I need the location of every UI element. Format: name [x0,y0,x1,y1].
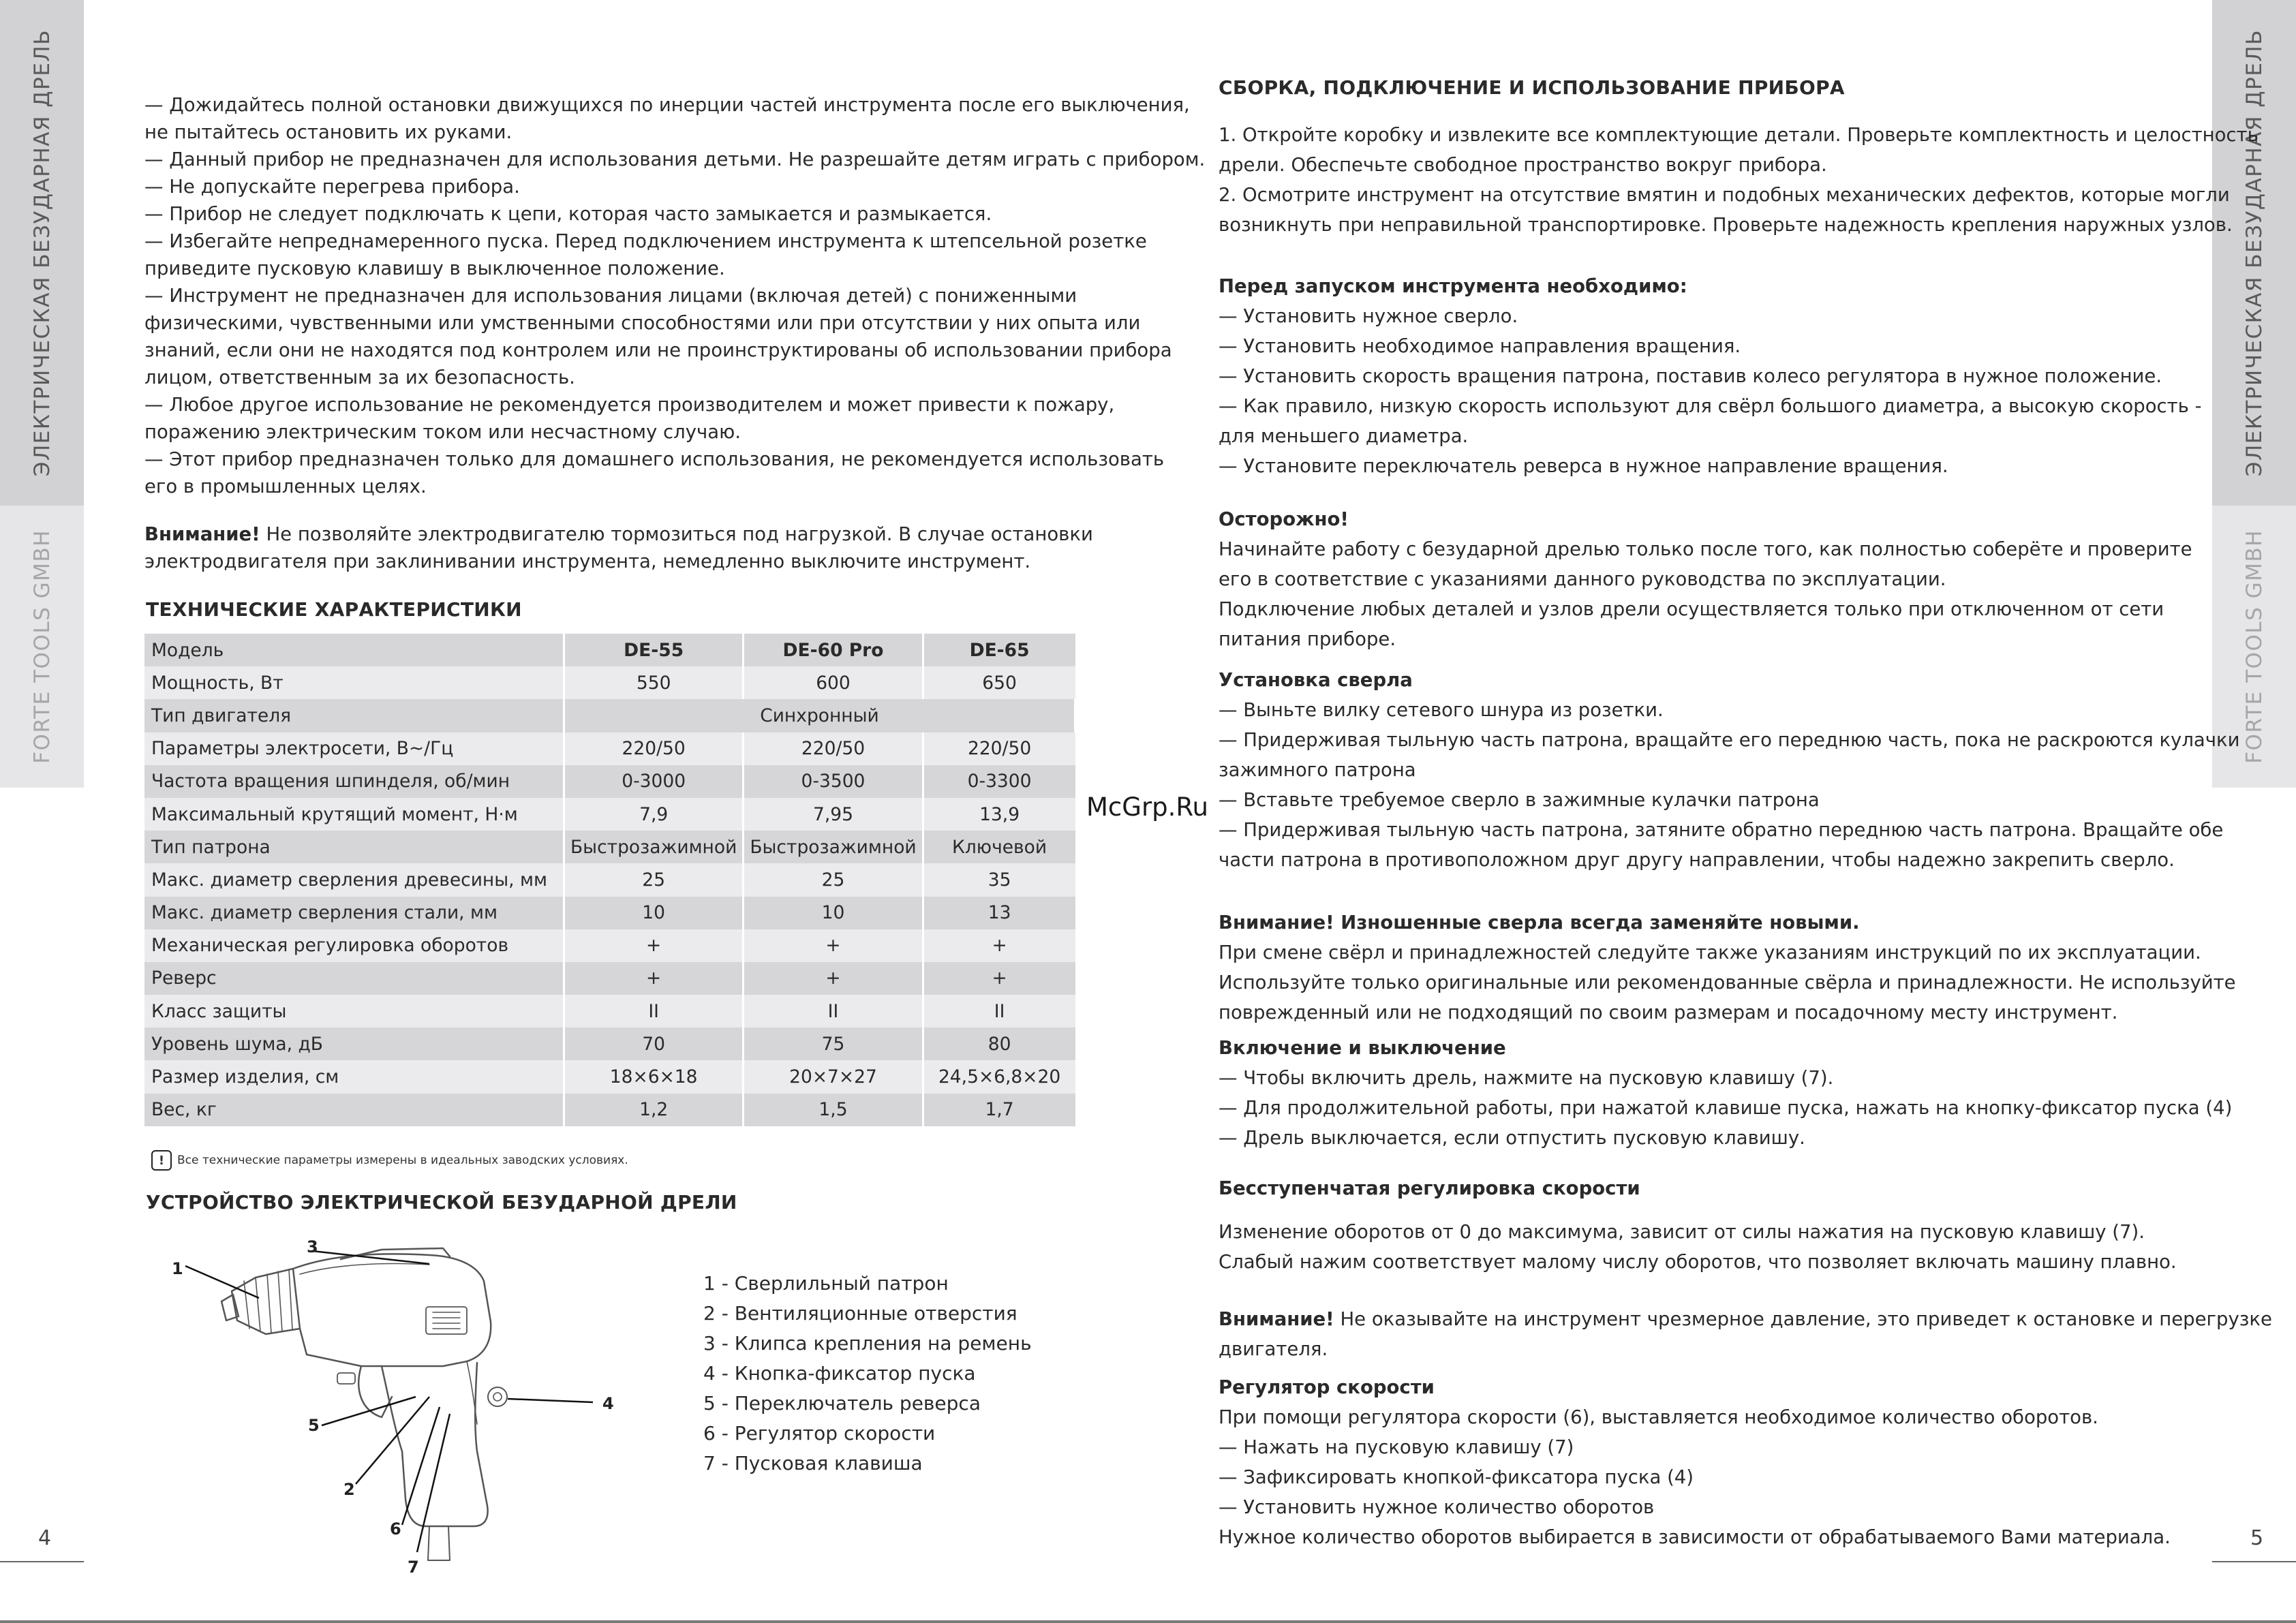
section-heading: Внимание! Изношенные сверла всегда заменяйте новыми. [1219,912,1860,933]
table-cell: 1,2 [564,1094,744,1126]
legend-item: 7 - Пусковая клавиша [703,1452,923,1474]
callout-5: 5 [308,1416,320,1435]
table-cell: + [923,929,1075,962]
table-cell: Макс. диаметр сверления стали, мм [144,897,564,929]
table-cell: Быстрозажимной [744,831,923,863]
leader-line [356,1397,429,1484]
table-cell: 7,9 [564,798,744,831]
text-line: части патрона в противоположном друг другу направлении, чтобы надежно закрепить сверло. [1219,849,2175,871]
safety-instructions [144,91,1205,500]
table-row [144,1027,1075,1060]
table-cell: 1,7 [923,1094,1075,1126]
assembly-heading: СБОРКА, ПОДКЛЮЧЕНИЕ И ИСПОЛЬЗОВАНИЕ ПРИБОРА [1219,76,1845,99]
table-cell: Быстрозажимной [564,831,744,863]
safety-line: — Прибор не следует подключать к цепи, которая часто замыкается и размыкается. [144,203,992,225]
table-cell: 220/50 [564,732,744,765]
table-row [144,995,1075,1027]
text-line: его в соответствие с указаниями данного руководства по эксплуатации. [1219,568,1946,590]
on-off-section [1219,1033,2232,1153]
attention-text: двигателя. [1219,1338,1328,1360]
text-line: 1. Откройте коробку и извлеките все комплектующие детали. Проверьте комплектность и целостность [1219,124,2259,146]
worn-drills-section [1219,908,2236,1027]
legend-item: 2 - Вентиляционные отверстия [703,1302,1017,1325]
attention-block-left [144,521,1093,575]
text-line: — Вставьте требуемое сверло в зажимные кулачки патрона [1219,789,1820,811]
text-line: — Как правило, низкую скорость используют для свёрл большого диаметра, а высокую скорость - [1219,395,2202,417]
leader-line [417,1414,450,1552]
table-cell: Тип двигателя [144,699,564,732]
intro-steps [1219,120,2259,240]
chuck-ridges [244,1269,292,1333]
safety-line: — Этот прибор предназначен только для домашнего использования, не рекомендуется использовать [144,448,1165,470]
table-cell: Мощность, Вт [144,666,564,699]
table-cell: 600 [744,666,923,699]
text-line: поврежденный или не подходящий по своим размерам и посадочному месту инструмент. [1219,1002,2118,1023]
table-cell: + [564,929,744,962]
specs-heading: ТЕХНИЧЕСКИЕ ХАРАКТЕРИСТИКИ [146,598,522,621]
table-cell: + [744,929,923,962]
section-heading: Установка сверла [1219,669,1413,691]
callout-1: 1 [172,1259,183,1278]
stepless-section [1219,1173,2177,1277]
footnote-text: Все технические параметры измерены в идеальных заводских условиях. [177,1154,628,1167]
vent-outline [426,1307,467,1334]
leader-line [402,1407,440,1525]
table-cell: 10 [564,897,744,929]
text-line: — Установить нужное количество оборотов [1219,1496,1655,1518]
legend-item: 4 - Кнопка-фиксатор пуска [703,1362,976,1385]
table-cell: DE-60 Pro [744,634,923,666]
table-cell: 24,5×6,8×20 [923,1060,1075,1093]
text-line: — Дрель выключается, если отпустить пусковую клавишу. [1219,1127,1805,1149]
table-cell: Тип патрона [144,831,564,863]
table-cell: Синхронный [564,699,1075,732]
table-row [144,798,1075,831]
section-heading: Регулятор скорости [1219,1376,1435,1398]
table-cell: Ключевой [923,831,1075,863]
table-cell: 13,9 [923,798,1075,831]
table-cell: II [744,995,923,1027]
safety-line: — Не допускайте перегрева прибора. [144,176,520,198]
table-cell: 20×7×27 [744,1060,923,1093]
text-line: 2. Осмотрите инструмент на отсутствие вмятин и подобных механических дефектов, которые могли [1219,184,2230,206]
text-line: — Зафиксировать кнопкой-фиксатора пуска (4) [1219,1466,1694,1488]
safety-line: — Любое другое использование не рекомендуется производителем и может привести к пожару, [144,394,1115,416]
body-line [300,1264,429,1274]
table-cell: 220/50 [744,732,923,765]
text-line: возникнуть при неправильной транспортировке. Проверьте надежность крепления наружных узлов. [1219,214,2233,236]
vent-slots [433,1312,460,1329]
callout-2: 2 [343,1480,355,1499]
spec-table [144,634,1076,1126]
legend-item: 3 - Клипса крепления на ремень [703,1332,1032,1355]
table-cell: + [744,962,923,995]
table-cell: Макс. диаметр сверления древесины, мм [144,863,564,896]
table-cell: 25 [564,863,744,896]
table-header-row [144,634,1075,666]
table-row [144,962,1075,995]
table-cell: 1,5 [744,1094,923,1126]
text-line: — Выньте вилку сетевого шнура из розетки. [1219,699,1664,721]
text-line: При смене свёрл и принадлежностей следуйте также указаниям инструкций по их эксплуатации. [1219,942,2201,963]
table-cell: Уровень шума, дБ [144,1027,564,1060]
legend-item: 5 - Переключатель реверса [703,1392,981,1415]
table-cell: II [564,995,744,1027]
text-line: — Установить нужное сверло. [1219,305,1518,327]
text-line: питания приборе. [1219,628,1396,650]
table-cell: 650 [923,666,1075,699]
attention-text: Не оказывайте на инструмент чрезмерное давление, это приведет к остановке и перегрузке [1334,1308,2272,1330]
attention-label: Внимание! [1219,1308,1334,1330]
text-line: зажимного патрона [1219,759,1416,781]
before-start-section [1219,271,2202,481]
sidebar-title: ЭЛЕКТРИЧЕСКАЯ БЕЗУДАРНАЯ ДРЕЛЬ [29,29,55,477]
table-row [144,831,1075,863]
section-heading: Перед запуском инструмента необходимо: [1219,275,1687,297]
lock-button [488,1387,507,1406]
safety-line: лицом, ответственным за их безопасность. [144,367,575,388]
footer-divider-right [2212,1561,2296,1562]
table-cell: Класс защиты [144,995,564,1027]
callout-3: 3 [307,1237,318,1256]
table-cell: 75 [744,1027,923,1060]
text-line: Нужное количество оборотов выбирается в зависимости от обрабатываемого Вами материала. [1219,1526,2171,1548]
text-line: Изменение оборотов от 0 до максимума, зависит от силы нажатия на пусковую клавишу (7). [1219,1221,2145,1243]
table-row [144,897,1075,929]
table-cell: DE-65 [923,634,1075,666]
table-cell: 0-3300 [923,765,1075,798]
table-cell: Механическая регулировка оборотов [144,929,564,962]
sidebar-title: ЭЛЕКТРИЧЕСКАЯ БЕЗУДАРНАЯ ДРЕЛЬ [2241,29,2267,477]
text-line: Начинайте работу с безударной дрелью только после того, как полностью соберёте и проверите [1219,538,2192,560]
careful-section [1219,504,2192,654]
bottom-border [0,1620,2296,1623]
table-cell: + [923,962,1075,995]
sidebar-brand: FORTE TOOLS GMBH [2241,529,2267,764]
text-line: — Придерживая тыльную часть патрона, затяните обратно переднюю часть патрона. Вращайте обе [1219,819,2224,841]
attention-block-right [1219,1304,2272,1364]
page-number-right: 5 [2250,1526,2264,1550]
drill-install-section [1219,665,2240,875]
text-line: — Придерживая тыльную часть патрона, вращайте его переднюю часть, пока не раскроются кулачки [1219,729,2240,751]
callout-6: 6 [390,1519,401,1539]
safety-line: приведите пусковую клавишу в выключенное положение. [144,258,725,279]
text-line: для меньшего диаметра. [1219,425,1469,447]
table-cell: 550 [564,666,744,699]
attention-label: Внимание! [144,523,260,545]
section-heading: Осторожно! [1219,508,1349,530]
safety-line: поражению электрическим током или несчастному случаю. [144,421,741,443]
table-cell: 70 [564,1027,744,1060]
table-cell: 80 [923,1027,1075,1060]
text-line: — Установите переключатель реверса в нужное направление вращения. [1219,455,1948,477]
text-line: Подключение любых деталей и узлов дрели осуществляется только при отключенном от сети [1219,598,2164,620]
table-row [144,699,1075,732]
text-line: Используйте только оригинальные или рекомендованные свёрла и принадлежности. Не используйте [1219,972,2236,993]
table-cell: DE-55 [564,634,744,666]
speed-regulator-section [1219,1372,2171,1552]
table-row [144,666,1075,699]
safety-line: — Инструмент не предназначен для использования лицами (включая детей) с пониженными [144,285,1077,307]
page-number-left: 4 [38,1526,52,1550]
device-heading: УСТРОЙСТВО ЭЛЕКТРИЧЕСКОЙ БЕЗУДАРНОЙ ДРЕЛИ [146,1191,737,1214]
sidebar-brand: FORTE TOOLS GMBH [29,529,55,764]
text-line: — Чтобы включить дрель, нажмите на пусковую клавишу (7). [1219,1067,1834,1089]
table-cell: Частота вращения шпинделя, об/мин [144,765,564,798]
cord-guard [428,1526,450,1560]
table-cell: Реверс [144,962,564,995]
section-heading: Включение и выключение [1219,1037,1506,1059]
text-line: дрели. Обеспечьте свободное пространство вокруг прибора. [1219,154,1827,176]
callout-4: 4 [602,1394,614,1413]
table-row [144,1060,1075,1093]
table-cell: II [923,995,1075,1027]
text-line: Слабый нажим соответствует малому числу оборотов, что позволяет включать машину плавно. [1219,1251,2177,1273]
table-cell: 220/50 [923,732,1075,765]
text-line: При помощи регулятора скорости (6), выставляется необходимое количество оборотов. [1219,1406,2098,1428]
leader-line [322,1397,416,1425]
safety-line: — Избегайте непреднамеренного пуска. Перед подключением инструмента к штепсельной розетке [144,230,1147,252]
table-cell: 25 [744,863,923,896]
callout-7: 7 [408,1558,419,1577]
legend-item: 1 - Сверлильный патрон [703,1272,949,1295]
table-cell: 10 [744,897,923,929]
drill-diagram [157,1226,647,1581]
table-cell: + [564,962,744,995]
text-line: — Нажать на пусковую клавишу (7) [1219,1436,1574,1458]
footer-divider-left [0,1561,84,1562]
safety-line: — Дожидайтесь полной остановки движущихся по инерции частей инструмента после его выключения, [144,94,1190,116]
table-cell: Параметры электросети, В~/Гц [144,732,564,765]
text-line: — Установить скорость вращения патрона, поставив колесо регулятора в нужное положение. [1219,365,2162,387]
drill-body [293,1254,491,1366]
table-cell: Размер изделия, см [144,1060,564,1093]
table-row [144,765,1075,798]
table-cell: Модель [144,634,564,666]
reverse-switch [337,1373,355,1384]
section-heading: Бесступенчатая регулировка скорости [1219,1177,1640,1199]
attention-text: Не позволяйте электродвигателю тормозиться под нагрузкой. В случае остановки [260,523,1093,545]
table-cell: Вес, кг [144,1094,564,1126]
spec-footnote [151,1150,628,1171]
table-row [144,732,1075,765]
table-cell: 18×6×18 [564,1060,744,1093]
table-cell: 0-3500 [744,765,923,798]
table-row [144,863,1075,896]
table-cell: 7,95 [744,798,923,831]
safety-line: не пытайтесь остановить их руками. [144,121,512,143]
chuck-tip [221,1295,239,1320]
legend-item: 6 - Регулятор скорости [703,1422,936,1444]
lock-button-inner [493,1393,502,1401]
text-line: — Для продолжительной работы, при нажатой клавише пуска, нажать на кнопку-фиксатор пуска (4) [1219,1097,2233,1119]
text-line: — Установить необходимое направления вращения. [1219,335,1741,357]
safety-line: знаний, если они не находятся под контролем или не проинструктированы об использовании прибора [144,339,1172,361]
safety-line: — Данный прибор не предназначен для использования детьми. Не разрешайте детям играть с прибором. [144,149,1206,170]
table-cell: Максимальный крутящий момент, Н·м [144,798,564,831]
watermark: McGrp.Ru [1086,792,1208,822]
leader-line [508,1399,593,1402]
table-row [144,1094,1075,1126]
safety-line: физическими, чувственными или умственными способностями или при отсутствии у них опыта или [144,312,1141,334]
safety-line: его в промышленных целях. [144,476,427,497]
table-row [144,929,1075,962]
table-cell: 35 [923,863,1075,896]
attention-text: электродвигателя при заклинивании инструмента, немедленно выключите инструмент. [144,551,1031,572]
part-legend [703,1269,1032,1479]
table-cell: 0-3000 [564,765,744,798]
exclamation-icon: ! [151,1150,172,1171]
table-cell: 13 [923,897,1075,929]
